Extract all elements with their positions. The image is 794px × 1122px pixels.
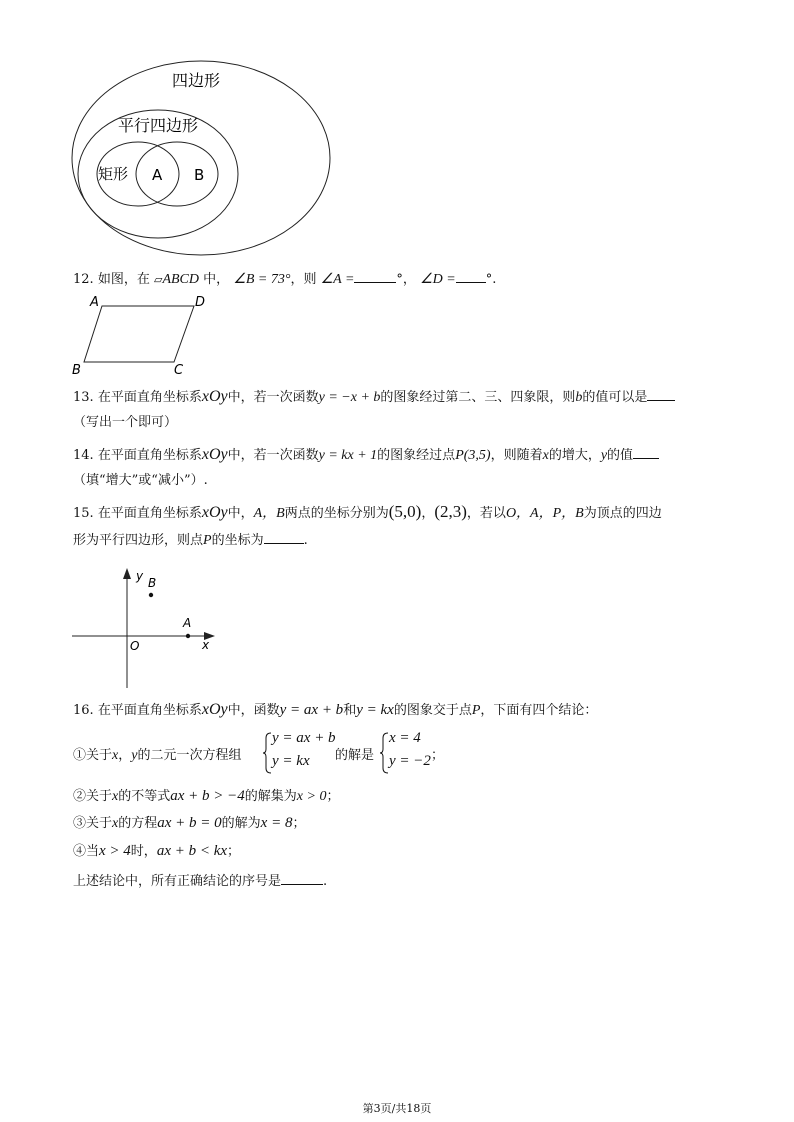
question-number: 12. [73,272,94,287]
q12-abcd: ABCD [162,272,200,287]
venn-diagram [70,58,335,258]
q12-angle-a: ∠A = [320,272,355,287]
q15-text-3: 两点的坐标分别为 [284,506,389,521]
c2-text-a: ②关于 [73,789,113,804]
venn-outer-label: 四边形 [172,71,221,90]
conclusion-3 [73,813,305,834]
page-footer: 第3页/共18页 [362,1102,432,1115]
left-brace-1 [262,732,272,774]
q13-text-2: 中，若一次函数 [227,390,319,405]
q14-xoy: xOy [201,446,228,463]
answer-blank-14[interactable] [633,444,659,459]
c1-prefix [73,744,241,764]
system-1-eq-2: y = kx [272,753,310,769]
question-number: 16. [73,703,94,718]
q12-text-3: ，则 [290,272,317,287]
conclusion-4 [73,841,240,862]
y-axis-arrow [123,568,131,579]
q12-text-2: 中， [203,272,230,287]
c2-text-d: ； [326,789,340,804]
q15-text-2: 中， [227,506,254,521]
conclude-end: . [323,874,328,889]
venn-left-label: 矩形 [98,165,129,183]
c3-text-d: ； [292,816,306,831]
c1-x: x [112,748,119,763]
q15-comma: ， [421,506,435,521]
q14-text-3: 的图象经过点 [377,448,456,463]
point-a-label: A [183,616,192,630]
point-a [186,634,190,638]
parallelogram-symbol: ▱ [153,273,163,286]
q14-point: P(3,5) [455,448,491,463]
question-12 [73,268,496,290]
q15-xoy: xOy [201,504,228,521]
q12-text-5: °. [485,272,497,287]
point-b-label: B [148,576,157,590]
q12-angle-b: ∠B = 73° [233,272,291,287]
origin-label: O [130,639,140,653]
system-2-eq-1: x = 4 [389,730,421,746]
q14-x: x [542,448,549,463]
c4-inequality: ax + b < kx [156,843,228,859]
vertex-b: B [72,363,81,378]
q16-xoy: xOy [201,701,228,718]
q16-text-3: 和 [343,703,357,718]
q16-text-2: 中，函数 [227,703,280,718]
q15-text-5: 为顶点的四边 [583,506,662,521]
q13-line-2: （写出一个即可） [73,415,178,430]
c1-text-e: ； [431,748,445,763]
answer-blank-16[interactable] [281,870,323,885]
q14-text-1: 在平面直角坐标系 [97,448,202,463]
q15-line-2c: . [303,533,308,548]
conclude-text: 上述结论中，所有正确结论的序号是 [73,874,282,889]
c1-text-c: 的二元一次方程组 [137,748,242,763]
q15-line-2b: 的坐标为 [211,533,264,548]
q14-line-2: （填“增大”或“减小”）. [73,473,208,488]
c2-text-c: 的解集为 [244,789,297,804]
q14-text-6: 的值 [607,448,634,463]
q12-angle-d: ∠D = [420,272,456,287]
c2-text-b: 的不等式 [118,789,171,804]
question-16 [73,700,597,721]
coordinate-figure [70,565,220,690]
q15-text-4: ，若以 [466,506,506,521]
question-13 [73,386,675,408]
answer-blank-d[interactable] [456,268,486,283]
q12-text-1: 如图，在 [97,272,150,287]
q12-text-4: °， [396,272,416,287]
q13-b: b [575,390,583,405]
answer-blank-13[interactable] [647,386,675,401]
parallelogram-figure [70,292,220,382]
q13-text-1: 在平面直角坐标系 [97,390,202,405]
q15-line-2a: 形为平行四边形，则点 [73,533,204,548]
parallelogram-shape [84,306,194,362]
question-15-line-2 [73,529,308,551]
q14-text-5: 的增大， [548,448,601,463]
left-brace-2 [379,732,389,774]
q15-point-b-coords: (2,3) [434,502,467,521]
question-14 [73,444,659,466]
c3-text-a: ③关于 [73,816,113,831]
q15-text-1: 在平面直角坐标系 [97,506,202,521]
venn-middle-label: 平行四边形 [118,116,199,135]
c1-y: y [131,748,138,763]
c3-equation: ax + b = 0 [157,815,222,831]
q16-function-2: y = kx [356,702,394,718]
q14-text-4: ，则随着 [490,448,543,463]
q16-text-4: 的图象交于点 [393,703,472,718]
venn-a-label: A [152,166,163,184]
vertex-c: C [174,363,184,378]
conclusion-summary [73,870,327,892]
y-axis-label: y [136,569,144,583]
vertex-d: D [195,295,206,310]
c3-text-b: 的方程 [118,816,158,831]
answer-blank-15[interactable] [264,529,304,544]
venn-b-label: B [194,166,205,184]
c4-text-c: ； [227,844,241,859]
c2-inequality: ax + b > −4 [170,788,245,804]
question-13-line-2 [73,413,177,433]
point-b [149,593,153,597]
q14-text-2: 中，若一次函数 [227,448,319,463]
q15-points-ab: A，B [253,506,285,521]
q15-p: P [203,533,212,548]
c2-x: x [112,789,119,804]
question-number: 14. [73,448,94,463]
question-15 [73,502,662,524]
c1-text-d: 的解是 [335,748,375,763]
vertex-a: A [90,295,99,310]
c3-text-c: 的解为 [221,816,261,831]
q16-text-1: 在平面直角坐标系 [97,703,202,718]
q16-p: P [471,703,481,718]
q13-text-4: 的值可以是 [582,390,648,405]
c4-condition: x > 4 [99,843,131,859]
q14-equation: y = kx + 1 [318,448,378,463]
c1-text-a: ①关于 [73,748,113,763]
q15-point-a-coords: (5,0) [388,502,422,521]
q16-text-5: ，下面有四个结论： [480,703,598,718]
c4-text-a: ④当 [73,844,100,859]
q14-y: y [600,448,608,463]
c1-text-b: ， [118,748,132,763]
question-number: 15. [73,506,94,521]
c4-text-b: 时， [130,844,157,859]
question-14-line-2 [73,471,208,491]
venn-right-ellipse [136,142,218,206]
c2-solution: x > 0 [296,789,327,804]
conclusion-2 [73,786,339,807]
c3-x: x [112,816,119,831]
system-2-eq-2: y = −2 [389,753,431,769]
x-axis-label: x [202,638,210,652]
system-1-eq-1: y = ax + b [272,730,336,746]
q15-vertices: O，A，P，B [505,506,584,521]
q13-xoy: xOy [201,388,228,405]
q13-text-3: 的图象经过第二、三、四象限，则 [380,390,576,405]
question-number: 13. [73,390,94,405]
q13-equation: y = −x + b [318,390,381,405]
c3-solution: x = 8 [260,815,293,831]
q16-function-1: y = ax + b [279,702,344,718]
answer-blank-a[interactable] [354,268,396,283]
